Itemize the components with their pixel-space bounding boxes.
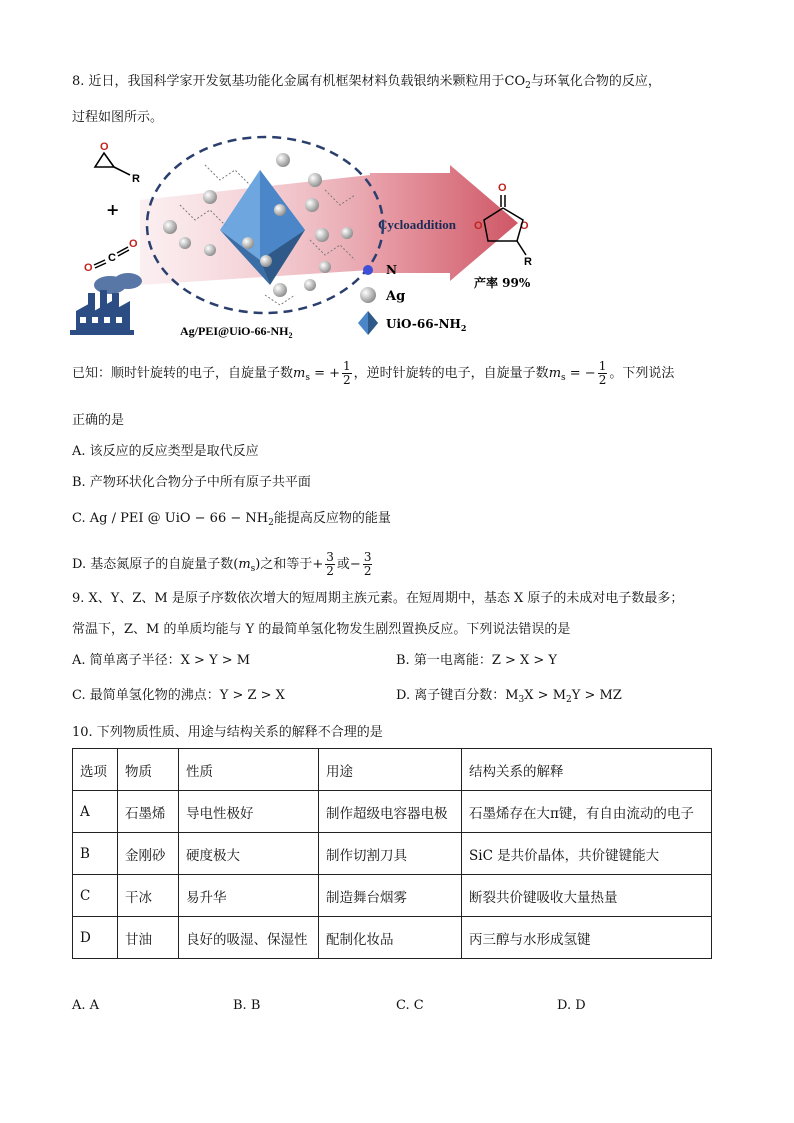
fraction-half: $\frac{1}{2}$ (343, 359, 351, 387)
q8-option-c: C. Ag / PEI @ UiO − $66 - NH_2$能提高反应物的能量 (72, 511, 391, 528)
table-cell: 金刚砂 (118, 833, 179, 875)
table-cell: SiC 是共价晶体，共价键键能大 (462, 833, 712, 875)
q9-stem-line2: 常温下，Z、M 的单质均能与 Y 的最简单氢化物发生剧烈置换反应。下列说法错误的是 (72, 622, 571, 637)
svg-text:O: O (84, 262, 93, 274)
q10-table (72, 748, 712, 959)
q9-option-a: A. 简单离子半径：X > Y > M (72, 653, 251, 668)
table-cell: 导电性极好 (179, 791, 319, 833)
table-cell: 易升华 (179, 875, 319, 917)
svg-text:O: O (474, 220, 483, 232)
q8-option-d: D. 基态氮原子的自旋量子数$(m_s)$之和等于+ $\frac{3}{2}$ 或− $\frac{3}{2}$ (72, 550, 372, 578)
q8-known-line: 已知：顺时针旋转的电子，自旋量子数$m_s$ = + $\frac{1}{2}$ ，逆时针旋转的电子，自旋量子数$m_s$ = − $\frac{1}{2}$ 。下列说法 (72, 359, 675, 387)
co2-structure (84, 238, 138, 274)
catalyst-label: $Ag/PEI@UiO-66-NH_2$ (180, 324, 293, 340)
svg-text:O: O (129, 238, 138, 250)
table-cell: 制作超级电容器电极 (319, 791, 462, 833)
q10-answer-b: B. B (233, 998, 261, 1013)
table-cell: D (73, 917, 118, 959)
svg-text:C: C (108, 252, 116, 264)
table-cell: B (73, 833, 118, 875)
epoxide-structure (95, 141, 140, 185)
fraction-half: $\frac{1}{2}$ (598, 359, 607, 387)
table-cell: 石墨烯 (118, 791, 179, 833)
table-cell: 良好的吸湿、保湿性 (179, 917, 319, 959)
svg-text:O: O (100, 141, 109, 153)
table-cell: 石墨烯存在大π键，有自由流动的电子 (462, 791, 712, 833)
table-row (73, 917, 712, 959)
svg-text:UiO-66-NH2: UiO-$66-NH_2$ (386, 317, 467, 333)
reaction-figure (70, 135, 630, 345)
plus-sign: + (106, 200, 120, 219)
q9-option-d: D. 离子键百分数：$M_3X > M_2Y$ > MZ (396, 688, 622, 705)
table-cell: 甘油 (118, 917, 179, 959)
fraction-three-halves: $\frac{3}{2}$ (326, 550, 334, 578)
table-cell: A (73, 791, 118, 833)
q8-known-line2: 正确的是 (72, 413, 125, 428)
q10-stem: 10. 下列物质性质、用途与结构关系的解释不合理的是 (72, 725, 383, 740)
table-row (73, 791, 712, 833)
table-cell: 配制化妆品 (319, 917, 462, 959)
table-row (73, 833, 712, 875)
q9-option-b: B. 第一电离能：Z > X > Y (396, 653, 558, 668)
table-row (73, 875, 712, 917)
table-cell: 制造舞台烟雾 (319, 875, 462, 917)
svg-text:O: O (520, 220, 529, 232)
q10-answer-d: D. D (557, 998, 586, 1013)
table-header-cell: 选项 (73, 749, 118, 791)
q8-option-a: A. 该反应的反应类型是取代反应 (72, 444, 259, 459)
q9-option-c: C. 最简单氢化物的沸点：Y > Z > X (72, 688, 285, 703)
q9-stem-line1: 9. X、Y、Z、M 是原子序数依次增大的短周期主族元素。在短周期中，基态 X 原子的未成对电子数最多； (72, 591, 684, 606)
svg-text:R: R (132, 173, 140, 185)
fraction-three-halves: $\frac{3}{2}$ (363, 550, 372, 578)
table-cell: 丙三醇与水形成氢键 (462, 917, 712, 959)
table-cell: 干冰 (118, 875, 179, 917)
table-header-cell: 用途 (319, 749, 462, 791)
svg-text:N: N (386, 263, 397, 277)
table-cell: 制作切割刀具 (319, 833, 462, 875)
cycloaddition-label: Cycloaddition (378, 217, 457, 232)
svg-text:O: O (498, 182, 507, 194)
table-header-cell: 物质 (118, 749, 179, 791)
table-cell: 断裂共价键吸收大量热量 (462, 875, 712, 917)
svg-text:Ag: Ag (386, 289, 406, 304)
svg-text:R: R (524, 256, 532, 268)
factory-icon (70, 273, 142, 335)
q8-stem-line1: 8. 近日，我国科学家开发氨基功能化金属有机框架材料负载银纳米颗粒用于$CO_2$与环氧化合物的反应， (72, 74, 661, 91)
table-cell: C (73, 875, 118, 917)
q8-stem-line2: 过程如图所示。 (72, 110, 164, 125)
q10-answer-c: C. C (396, 998, 424, 1013)
q10-answer-a: A. A (72, 998, 100, 1013)
svg-text:产率 99%: 产率 99% (474, 276, 531, 290)
table-cell: 硬度极大 (179, 833, 319, 875)
table-header-cell: 性质 (179, 749, 319, 791)
table-header-cell: 结构关系的解释 (462, 749, 712, 791)
table-header-row (73, 749, 712, 791)
q8-option-b: B. 产物环状化合物分子中所有原子共平面 (72, 475, 311, 490)
